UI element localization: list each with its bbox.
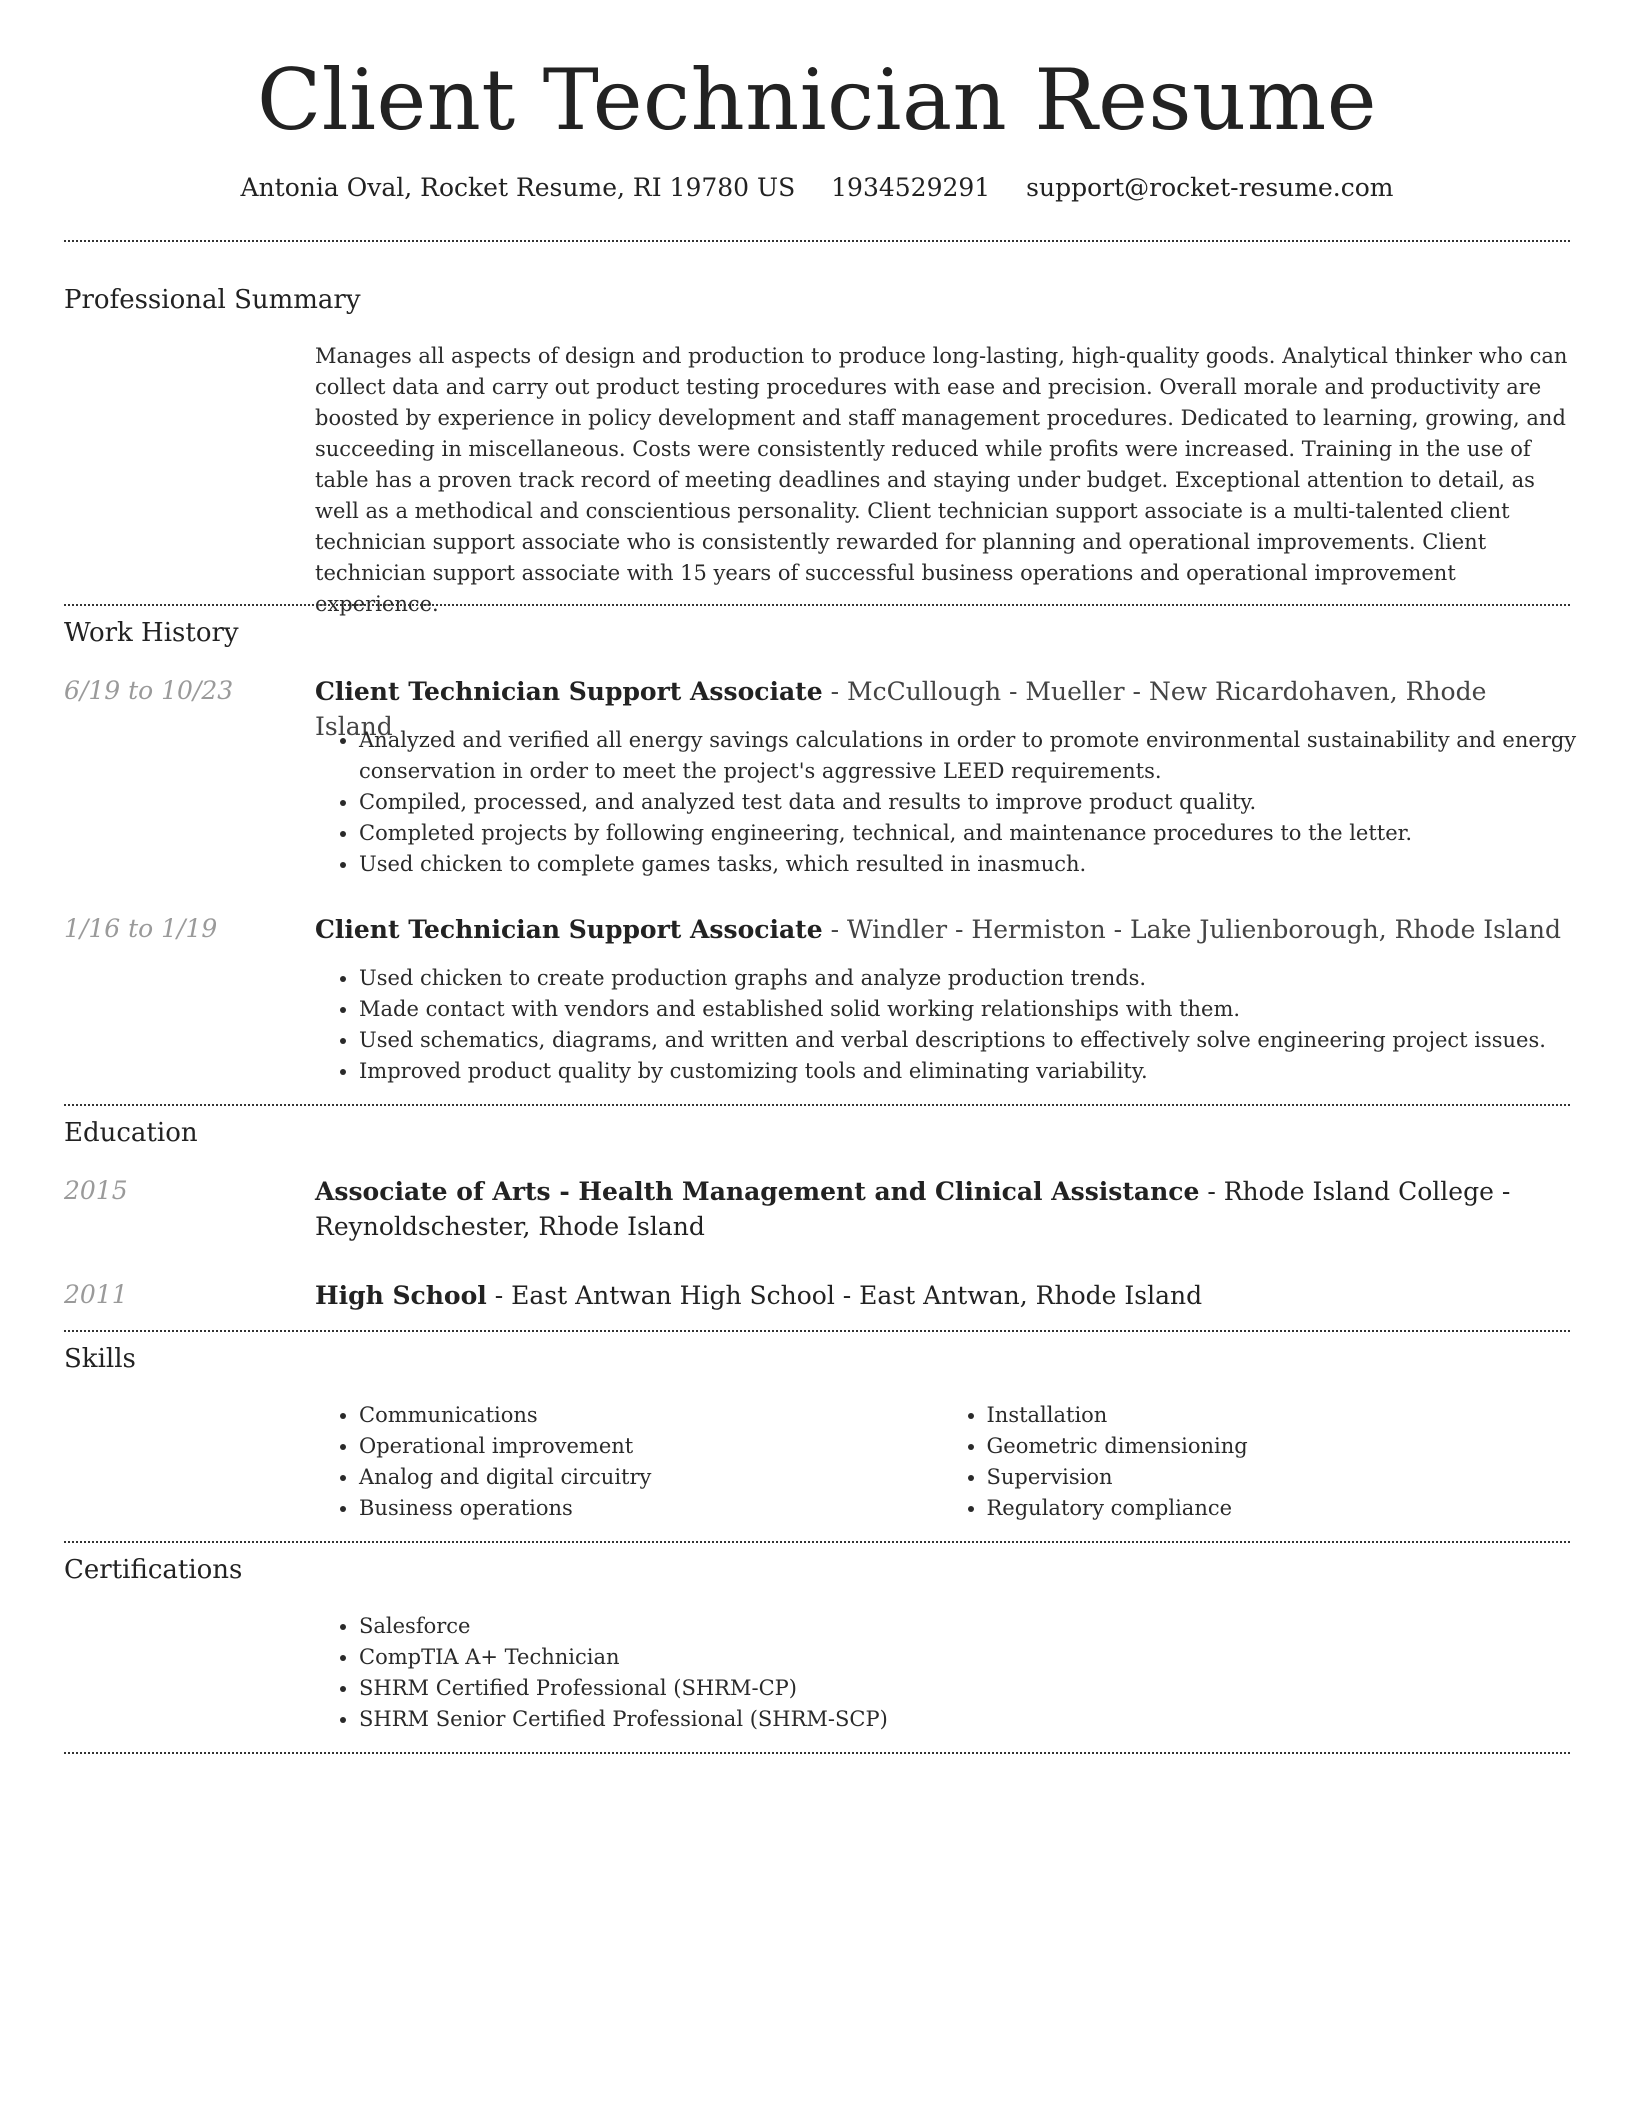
job-employer: - Windler - Hermiston - Lake Julienborough, Rhode Island (822, 915, 1562, 944)
list-item: • Used schematics, diagrams, and written and verbal descriptions to effectively solve engineering project issues. (359, 1025, 1614, 1056)
summary-heading: Professional Summary (64, 285, 361, 315)
certification-item: • SHRM Senior Certified Professional (SHRM-SCP) (359, 1704, 1614, 1735)
list-item: • Compiled, processed, and analyzed test data and results to improve product quality. (359, 787, 1614, 818)
certifications-heading: Certifications (64, 1555, 243, 1585)
divider (64, 1104, 1570, 1106)
job-date: 6/19 to 10/23 (64, 676, 234, 705)
skills-column-right (943, 1400, 1571, 1524)
summary-text: Manages all aspects of design and production to produce long-lasting, high-quality goods. Analytical thinker who can collect data and carry out product testing procedures with ease and precision. Overall morale and productivity are boosted by experience in policy development and staff management procedures. Dedicated to learning, growing, and succeeding in miscellaneous. Costs were consistently reduced while profits were increased. Training in the use of table has a proven track record of meeting deadlines and staying under budget. Exceptional attention to detail, as well as a methodical and conscientious personality. Client technician support associate is a multi-talented client technician support associate who is consistently rewarded for planning and operational improvements. Client technician support associate with 15 years of successful business operations and operational improvement experience. (315, 344, 1568, 616)
job-role: Client Technician Support Associate (315, 915, 823, 944)
certification-item: • Salesforce (359, 1611, 1614, 1642)
contact-line (64, 172, 1570, 204)
list-item: • Used chicken to complete games tasks, which resulted in inasmuch. (359, 849, 1614, 880)
education-year: 2015 (64, 1176, 128, 1205)
education-degree: High School (315, 1281, 487, 1310)
job-title (315, 912, 1570, 947)
list-item: • Completed projects by following engineering, technical, and maintenance procedures to the letter. (359, 818, 1614, 849)
job-date: 1/16 to 1/19 (64, 914, 218, 943)
divider (64, 1541, 1570, 1543)
contact-phone: 1934529291 (831, 173, 991, 202)
skill-item: • Communications (359, 1400, 943, 1431)
skills-column-left (315, 1400, 943, 1524)
job-bullets (315, 963, 1614, 1087)
divider (64, 1330, 1570, 1332)
job-bullets (315, 725, 1614, 880)
skill-item: • Geometric dimensioning (987, 1431, 1571, 1462)
list-item: • Analyzed and verified all energy savings calculations in order to promote environmental sustainability and energy conservation in order to meet the project's aggressive LEED requirements. (359, 725, 1614, 787)
skill-item: • Regulatory compliance (987, 1493, 1571, 1524)
skills-heading: Skills (64, 1344, 136, 1374)
skill-item: • Operational improvement (359, 1431, 943, 1462)
skill-item: • Supervision (987, 1462, 1571, 1493)
divider (64, 604, 1570, 606)
skills-list (315, 1400, 1570, 1524)
contact-address: Antonia Oval, Rocket Resume, RI 19780 US (240, 173, 796, 202)
list-item: • Used chicken to create production graphs and analyze production trends. (359, 963, 1614, 994)
resume-header (64, 0, 1570, 204)
job-employer: - McCullough - Mueller - New Ricardohaven, Rhode Island (315, 677, 1487, 741)
certification-item: • SHRM Certified Professional (SHRM-CP) (359, 1673, 1614, 1704)
education-school: - Rhode Island College - Reynoldschester, Rhode Island (315, 1177, 1511, 1241)
resume-page (64, 0, 1577, 1731)
skill-item: • Installation (987, 1400, 1571, 1431)
education-entry (315, 1174, 1570, 1244)
divider (64, 1752, 1570, 1754)
work-history-heading: Work History (64, 618, 239, 648)
education-entry (315, 1278, 1570, 1313)
skill-item: • Business operations (359, 1493, 943, 1524)
certifications-list (315, 1611, 1614, 1735)
education-heading: Education (64, 1118, 198, 1148)
education-school: - East Antwan High School - East Antwan, Rhode Island (486, 1281, 1203, 1310)
job-role: Client Technician Support Associate (315, 677, 823, 706)
certification-item: • CompTIA A+ Technician (359, 1642, 1614, 1673)
education-year: 2011 (64, 1280, 128, 1309)
divider (64, 240, 1570, 242)
contact-email: support@rocket-resume.com (1026, 173, 1394, 202)
list-item: • Made contact with vendors and established solid working relationships with them. (359, 994, 1614, 1025)
list-item: • Improved product quality by customizing tools and eliminating variability. (359, 1056, 1614, 1087)
skill-item: • Analog and digital circuitry (359, 1462, 943, 1493)
resume-title: Client Technician Resume (257, 51, 1377, 149)
education-degree: Associate of Arts - Health Management and Clinical Assistance (315, 1177, 1200, 1206)
